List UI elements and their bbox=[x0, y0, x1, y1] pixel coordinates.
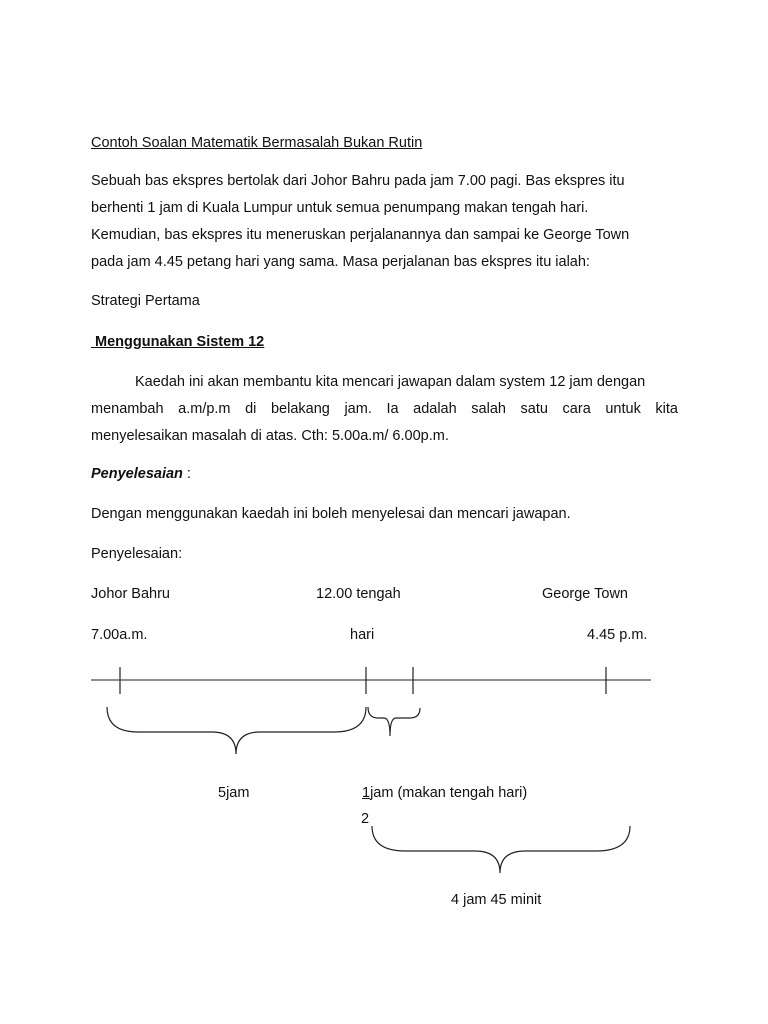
start-time: 7.00a.m. bbox=[91, 627, 148, 643]
solution-label: Penyelesaian bbox=[91, 466, 183, 482]
problem-line: berhenti 1 jam di Kuala Lumpur untuk semua penumpang makan tengah hari. bbox=[91, 200, 589, 216]
explanation-line: menyelesaikan masalah di atas. Cth: 5.00a.m/ 6.00p.m. bbox=[91, 428, 449, 444]
brace-five-hours bbox=[107, 707, 366, 754]
break-duration bbox=[362, 784, 527, 802]
problem-line: Kemudian, bas ekspres itu meneruskan perjalanannya dan sampai ke George Town bbox=[91, 227, 630, 243]
brace-one-hour bbox=[368, 707, 420, 736]
duration-five-hours: 5jam bbox=[218, 785, 250, 801]
fraction-numerator: 1 bbox=[362, 785, 371, 801]
problem-line: pada jam 4.45 petang hari yang sama. Masa perjalanan bas ekspres itu ialah: bbox=[91, 254, 590, 270]
document-heading: Contoh Soalan Matematik Bermasalah Bukan Rutin bbox=[91, 135, 423, 151]
solution-label-plain: Penyelesaian: bbox=[91, 546, 183, 562]
solution-colon: : bbox=[182, 466, 191, 482]
fraction-denominator: 2 bbox=[361, 811, 370, 827]
end-time: 4.45 p.m. bbox=[587, 627, 648, 643]
mid-time-line1: 12.00 tengah bbox=[316, 586, 401, 602]
explanation-line: menambah a.m/p.m di belakang jam. Ia adalah salah satu cara untuk kita bbox=[91, 401, 678, 417]
method-title: Menggunakan Sistem 12 bbox=[91, 334, 265, 350]
brace-remaining bbox=[372, 826, 630, 873]
explanation-line: Kaedah ini akan membantu kita mencari jawapan dalam system 12 jam dengan bbox=[135, 374, 646, 390]
solution-text: Dengan menggunakan kaedah ini boleh menyelesai dan mencari jawapan. bbox=[91, 506, 571, 522]
mid-time-line2: hari bbox=[350, 627, 375, 643]
strategy-label: Strategi Pertama bbox=[91, 293, 200, 309]
duration-remaining: 4 jam 45 minit bbox=[451, 892, 542, 908]
break-note: jam (makan tengah hari) bbox=[370, 785, 528, 801]
end-place: George Town bbox=[542, 586, 628, 602]
problem-line: Sebuah bas ekspres bertolak dari Johor Bahru pada jam 7.00 pagi. Bas ekspres itu bbox=[91, 173, 625, 189]
start-place: Johor Bahru bbox=[91, 586, 170, 602]
